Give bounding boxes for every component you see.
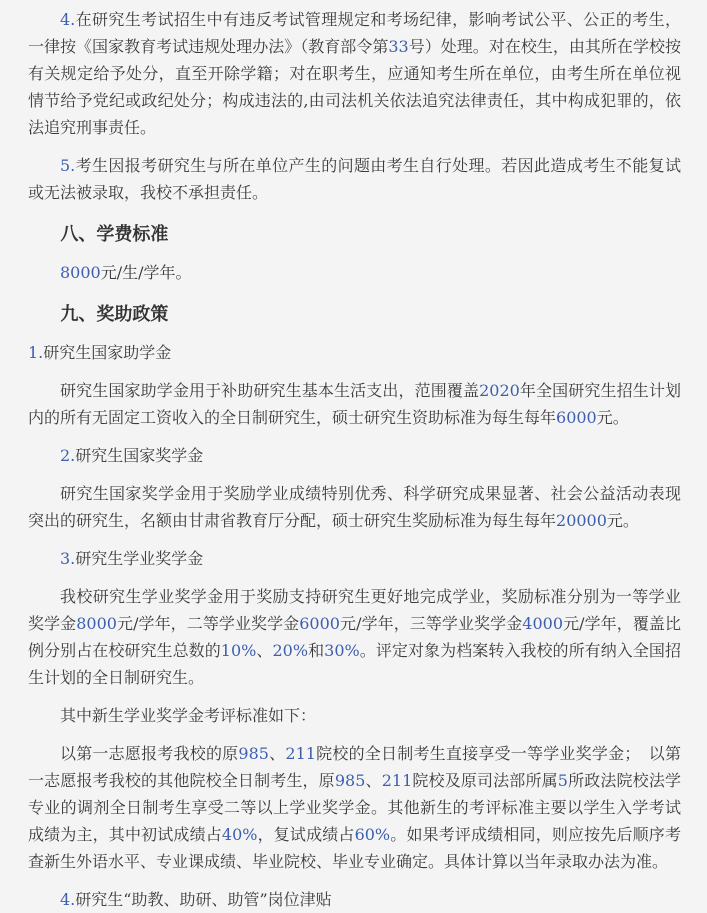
number-text: 60% [354, 825, 391, 844]
number-text: 8000 [76, 614, 117, 633]
paragraph-academic-scholarship-detail: 我校研究生学业奖学金用于奖励支持研究生更好地完成学业，奖励标准分别为一等学业奖学金8000元/学年，二等学业奖学金6000元/学年，三等学业奖学金4000元/学年，覆盖比例分别占在校研究生总数的10%、20%和30%。评定对象为档案转入我校的所有纳入全国招生计划的全日制研究生。 [28, 587, 681, 687]
number-text: 40% [221, 825, 258, 844]
number-text: 3. [60, 549, 76, 568]
section-heading-tuition: 八、学费标准 [60, 224, 169, 245]
paragraph-freshman-evaluation-intro: 其中新生学业奖学金考评标准如下： [60, 706, 317, 725]
number-text: 4. [60, 890, 76, 909]
number-text: 20000 [556, 511, 607, 530]
number-text: 6000 [556, 408, 597, 427]
number-text: 2020 [479, 381, 520, 400]
paragraph-national-grant-detail: 研究生国家助学金用于补助研究生基本生活支出，范围覆盖2020年全国研究生招生计划内的所有无固定工资收入的全日制研究生，硕士研究生资助标准为每生每年6000元。 [28, 381, 681, 427]
list-item-national-grant-title: 1.研究生国家助学金 [28, 343, 172, 362]
number-text: 33 [388, 37, 409, 56]
list-item-assistant-post-allowance-title: 4.研究生“助教、助研、助管”岗位津贴 [60, 890, 332, 909]
list-item-academic-scholarship-title: 3.研究生学业奖学金 [60, 549, 204, 568]
number-text: 5. [60, 156, 76, 175]
number-text: 1. [28, 343, 44, 362]
number-text: 985 [238, 744, 269, 763]
list-item-national-scholarship-title: 2.研究生国家奖学金 [60, 446, 204, 465]
number-text: 211 [381, 771, 413, 790]
number-text: 4000 [522, 614, 563, 633]
paragraph-freshman-evaluation-detail: 以第一志愿报考我校的原985、211院校的全日制考生直接享受一等学业奖学金； 以第一志愿报考我校的其他院校全日制考生，原985、211院校及原司法部所属5所政法院校法学专业的调剂全日制考生享受二等以上学业奖学金。其他新生的考评标准主要以学生入学考试成绩为主，其中初试成绩占40%，复试成绩占60%。如果考评成绩相同，则应按先后顺序考查新生外语水平、专业课成绩、毕业院校、毕业专业确定。具体计算以当年录取办法为准。 [28, 744, 681, 871]
paragraph-candidate-unit-issues: 5.考生因报考研究生与所在单位产生的问题由考生自行处理。若因此造成考生不能复试或无法被录取，我校不承担责任。 [28, 156, 681, 202]
number-text: 2. [60, 446, 76, 465]
number-text: 20% [272, 641, 309, 660]
number-text: 8000 [60, 263, 101, 282]
paragraph-national-scholarship-detail: 研究生国家奖学金用于奖励学业成绩特别优秀、科学研究成果显著、社会公益活动表现突出的研究生，名额由甘肃省教育厅分配，硕士研究生奖励标准为每生每年20000元。 [28, 484, 681, 530]
number-text: 985 [334, 771, 366, 790]
paragraph-tuition-amount: 8000元/生/学年。 [60, 263, 192, 282]
number-text: 30% [324, 641, 360, 660]
number-text: 211 [285, 744, 316, 763]
number-text: 4. [60, 10, 76, 29]
number-text: 6000 [299, 614, 340, 633]
number-text: 5 [557, 771, 568, 790]
number-text: 10% [220, 641, 257, 660]
section-heading-scholarship-policy: 九、奖助政策 [60, 304, 169, 325]
paragraph-exam-violation-rules: 4.在研究生考试招生中有违反考试管理规定和考场纪律，影响考试公平、公正的考生，一律按《国家教育考试违规处理办法》（教育部令第33号）处理。对在校生，由其所在学校按有关规定给予处分，直至开除学籍；对在职考生，应通知考生所在单位，由考生所在单位视情节给予党纪或政纪处分；构成违法的,由司法机关依法追究法律责任，其中构成犯罪的，依法追究刑事责任。 [28, 10, 681, 137]
